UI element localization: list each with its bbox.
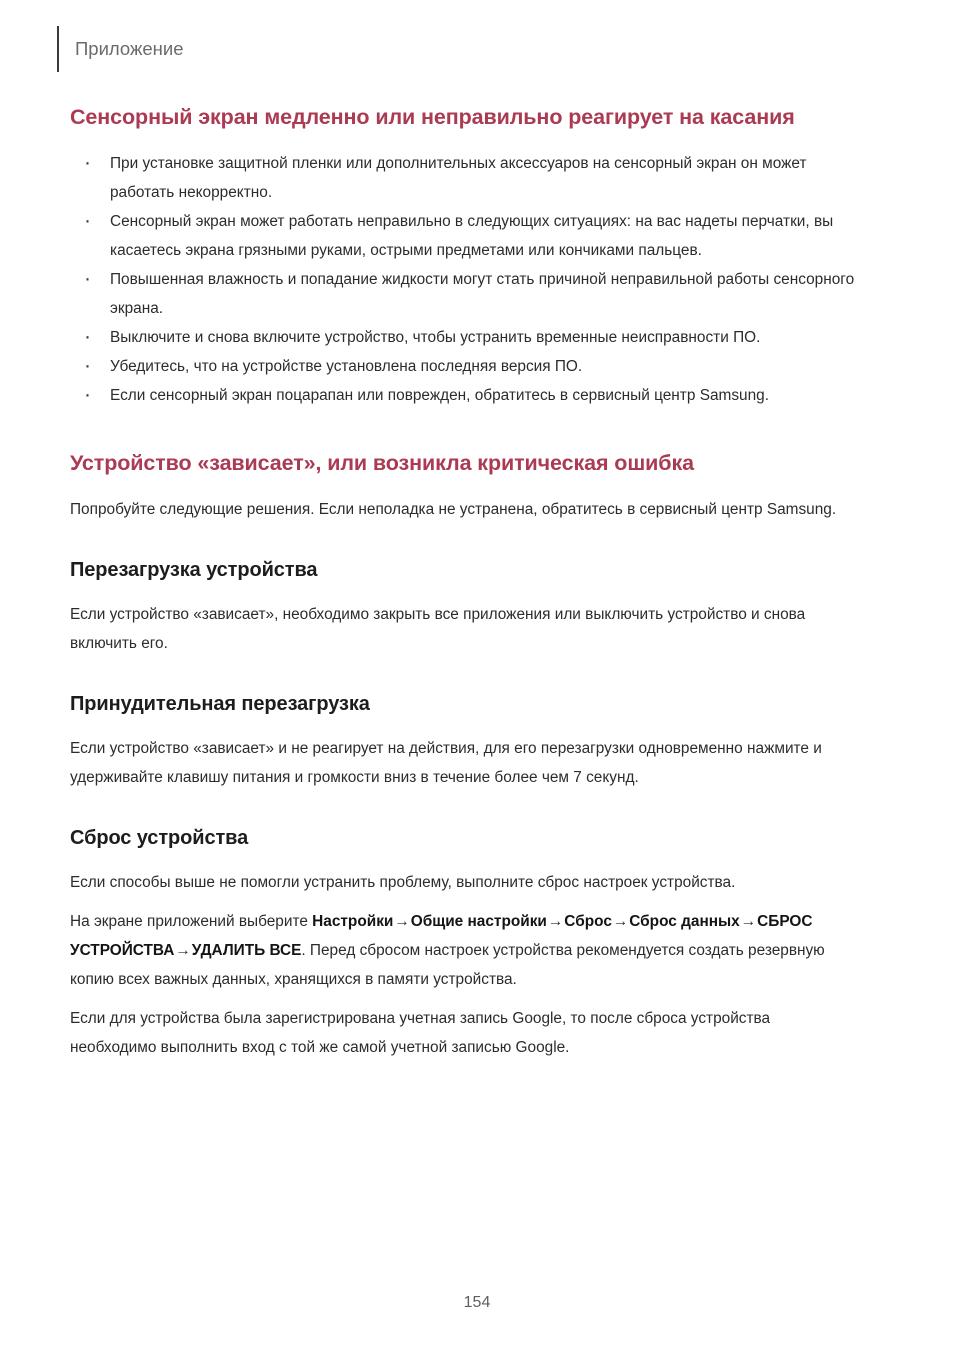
subsection-title-device-reset: Сброс устройства bbox=[70, 826, 249, 849]
reset-path-step-device-reset: СБРОС УСТРОЙСТВА bbox=[70, 912, 813, 959]
reset-path-step-reset: Сброс bbox=[564, 912, 612, 930]
list-item: · Выключите и снова включите устройство, чтобы устранить временные неисправности ПО. bbox=[70, 323, 858, 352]
spacer bbox=[70, 658, 858, 692]
arrow-icon: → bbox=[175, 941, 191, 959]
section-title-device-freeze: Устройство «зависает», или возникла критическая ошибка bbox=[70, 450, 694, 475]
device-freeze-intro-paragraph: Попробуйте следующие решения. Если неполадка не устранена, обратитесь в сервисный центр Samsung. bbox=[70, 500, 837, 518]
arrow-icon: → bbox=[612, 912, 629, 930]
header-rule-divider bbox=[57, 26, 59, 72]
spacer bbox=[70, 717, 858, 734]
google-account-note-paragraph: Если для устройства была зарегистрирована учетная запись Google, то после сброса устройства необходимо выполнить вход с той же самой учетной записью Google. bbox=[70, 1009, 771, 1056]
reset-path-step-settings: Настройки bbox=[312, 912, 394, 930]
arrow-icon: → bbox=[740, 912, 757, 930]
device-reset-paragraph: Если способы выше не помогли устранить проблему, выполните сброс настроек устройства. bbox=[70, 873, 736, 891]
page-number: 154 bbox=[463, 1294, 491, 1311]
spacer bbox=[70, 410, 858, 450]
section-title-touchscreen: Сенсорный экран медленно или неправильно реагирует на касания bbox=[70, 105, 795, 129]
spacer bbox=[70, 792, 858, 826]
subsection-title-forced-restart: Принудительная перезагрузка bbox=[70, 692, 370, 715]
reset-path-step-delete-all: УДАЛИТЬ ВСЕ bbox=[191, 941, 302, 959]
forced-restart-paragraph: Если устройство «зависает» и не реагирует на действия, для его перезагрузки одновременно нажмите и удерживайте клавишу питания и громкости вниз в течение более чем 7 секунд. bbox=[70, 739, 822, 786]
list-item: · Если сенсорный экран поцарапан или поврежден, обратитесь в сервисный центр Samsung. bbox=[70, 381, 858, 410]
reset-path-lead: На экране приложений выберите bbox=[70, 912, 313, 930]
spacer bbox=[70, 477, 858, 495]
page-content bbox=[70, 104, 858, 1062]
touchscreen-tips-list bbox=[70, 149, 858, 410]
spacer bbox=[70, 897, 858, 907]
reset-path-tail: . Перед сбросом настроек устройства рекомендуется создать резервную копию всех важных данных, хранящихся в памяти устройства. bbox=[70, 941, 825, 988]
spacer bbox=[70, 994, 858, 1004]
arrow-icon: → bbox=[394, 912, 410, 930]
subsection-title-restart: Перезагрузка устройства bbox=[70, 558, 318, 581]
reset-path-step-general: Общие настройки bbox=[410, 912, 547, 930]
restart-paragraph: Если устройство «зависает», необходимо закрыть все приложения или выключить устройство и снова включить его. bbox=[70, 605, 806, 652]
running-header-label: Приложение bbox=[75, 37, 184, 59]
list-item: · Убедитесь, что на устройстве установлена последняя версия ПО. bbox=[70, 352, 858, 381]
list-item: · Сенсорный экран может работать неправильно в следующих ситуациях: на вас надеты перчатки, вы касаетесь экрана грязными руками, острыми предметами или кончиками пальцев. bbox=[70, 207, 858, 265]
reset-menu-path-paragraph bbox=[70, 907, 858, 994]
spacer bbox=[70, 583, 858, 600]
list-item: · Повышенная влажность и попадание жидкости могут стать причиной неправильной работы сенсорного экрана. bbox=[70, 265, 858, 323]
list-item: · При установке защитной пленки или дополнительных аксессуаров на сенсорный экран он может работать некорректно. bbox=[70, 149, 858, 207]
arrow-icon: → bbox=[547, 912, 564, 930]
spacer bbox=[70, 524, 858, 558]
spacer bbox=[70, 851, 858, 868]
running-header bbox=[57, 26, 184, 72]
spacer bbox=[70, 131, 858, 149]
reset-path-step-data-reset: Сброс данных bbox=[629, 912, 740, 930]
